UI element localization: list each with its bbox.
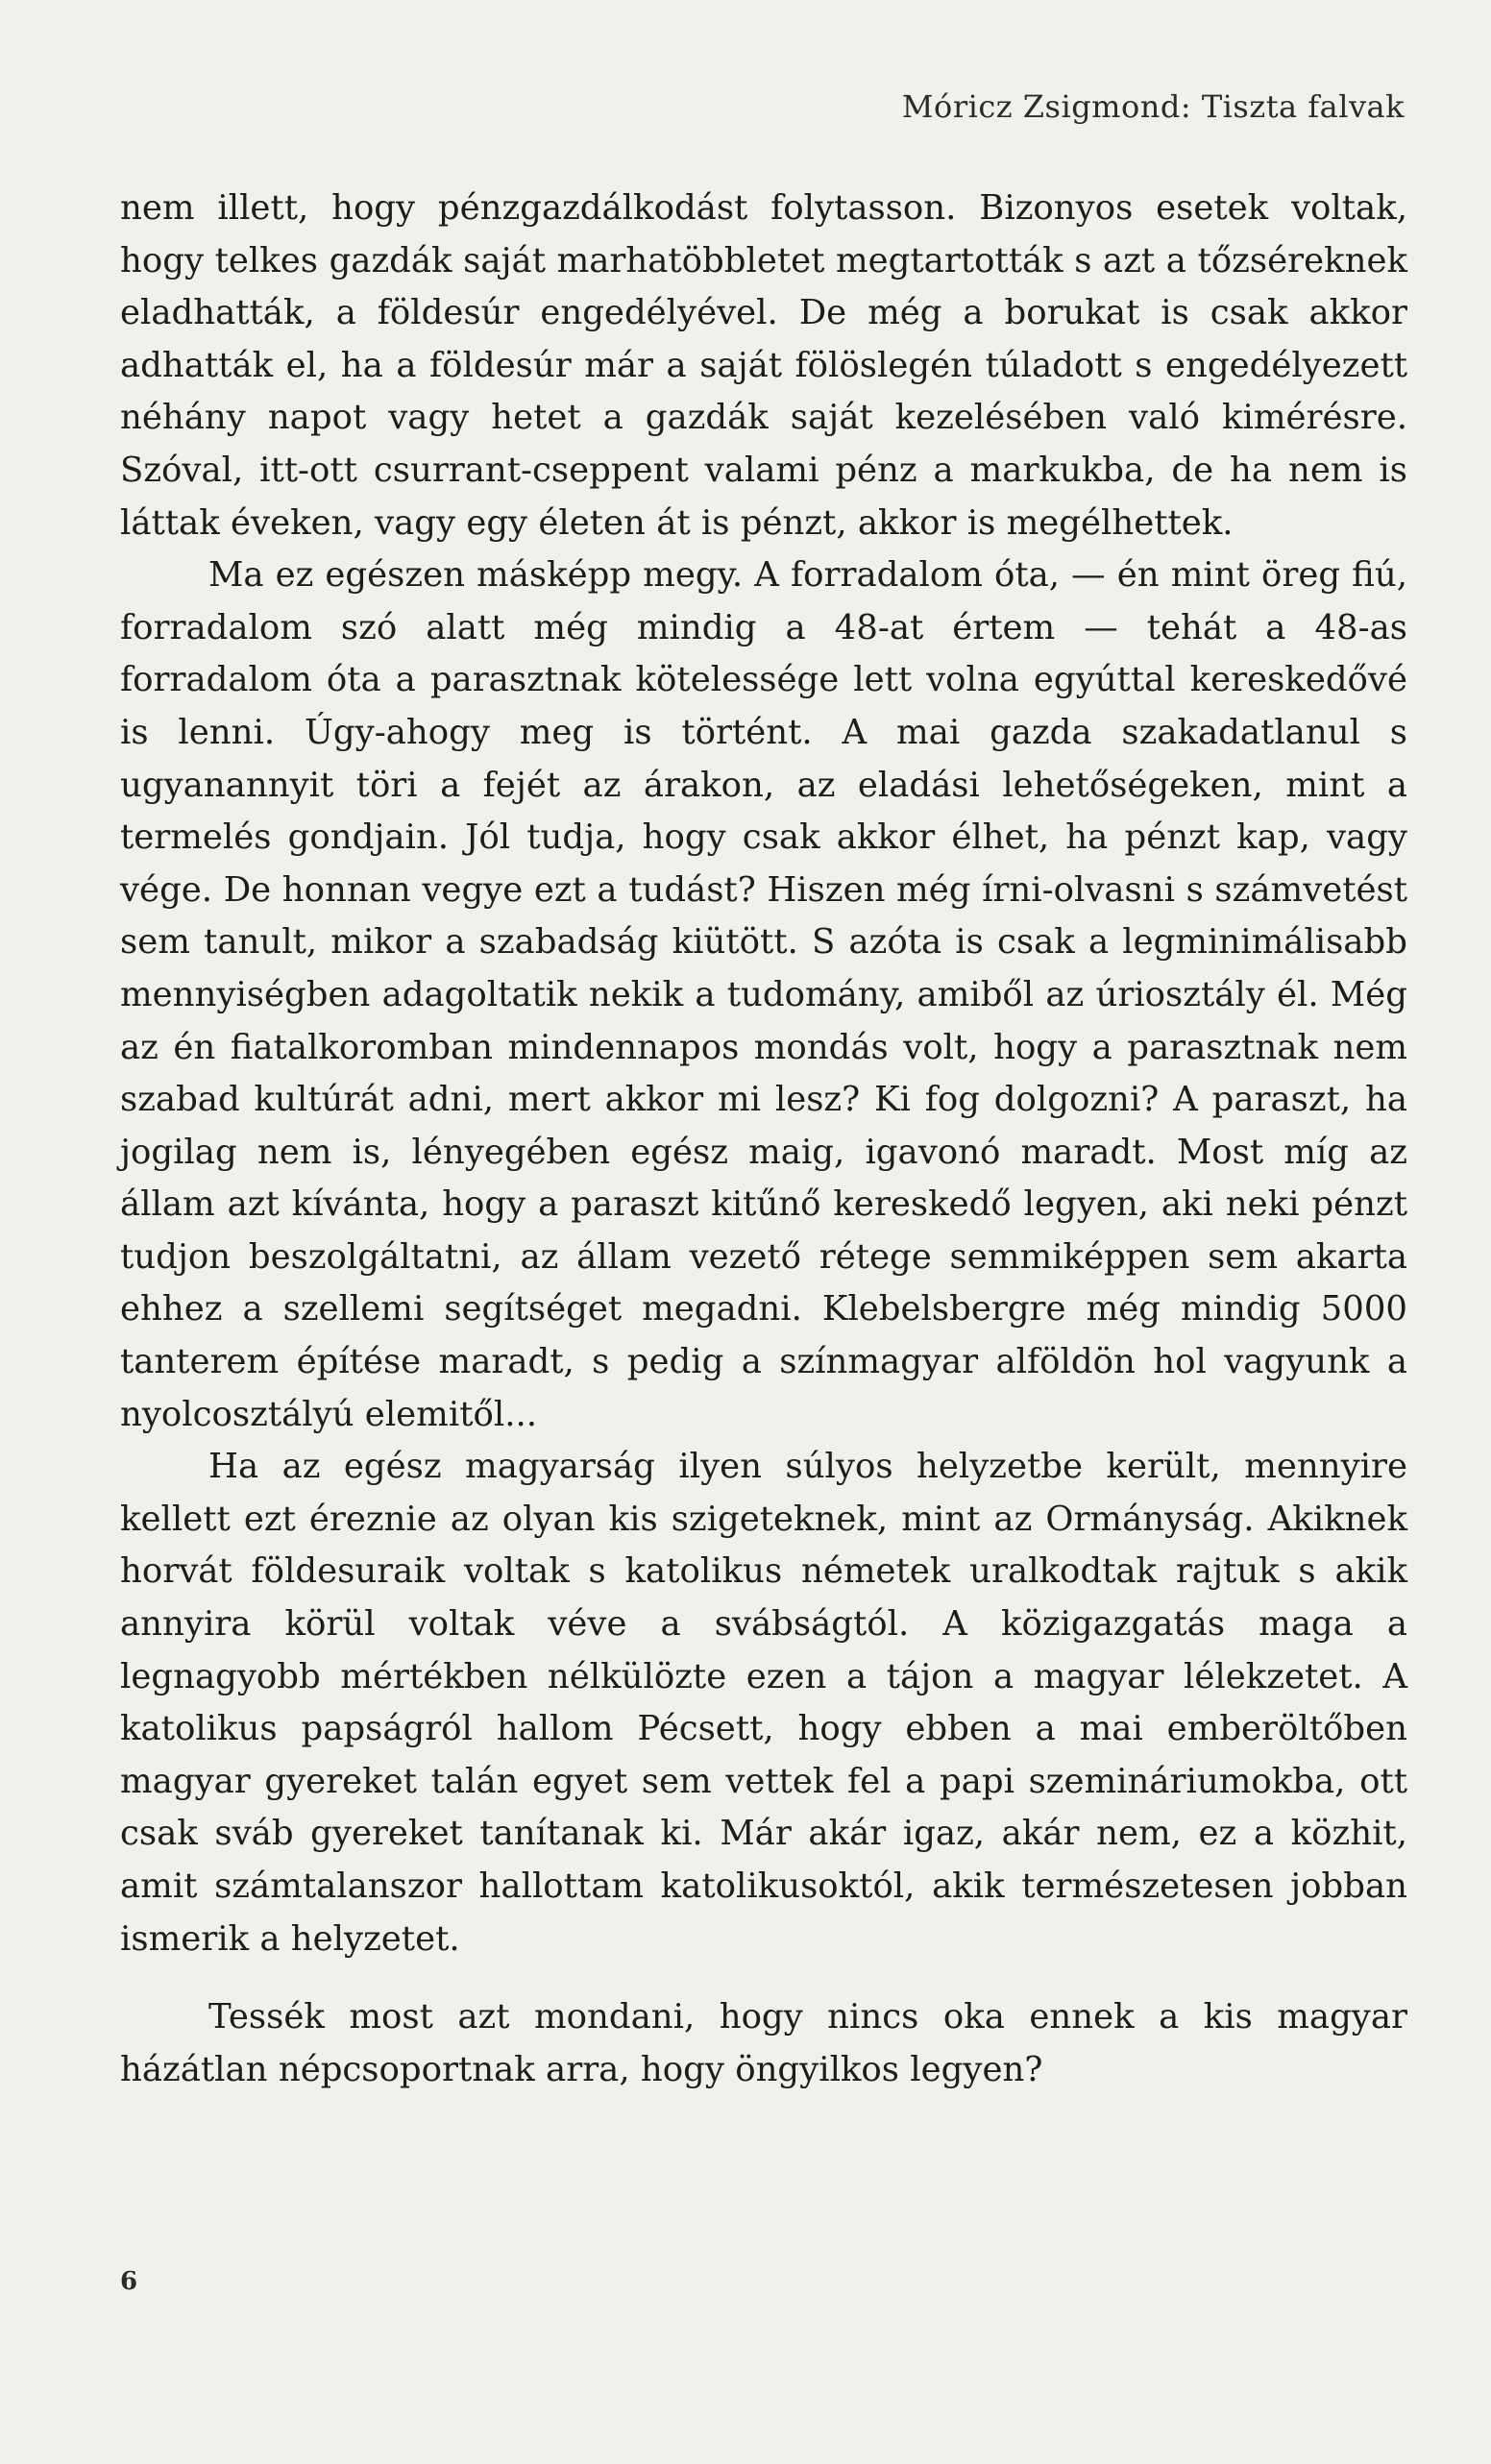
paragraph-closing-question: Tessék most azt mondani, hogy nincs oka ennek a kis magyar házátlan népcsoportnak arra, hogy öngyilkos legyen?: [120, 1997, 1407, 2089]
paragraph-ormanysag: Ha az egész magyarság ilyen súlyos helyzetbe került, mennyire kellett ezt éreznie az olyan kis szigeteknek, mint az Ormányság. Akiknek horvát földesuraik voltak s katolikus németek uralkodtak rajtuk s akik annyira körül voltak véve a svábságtól. A közigazgatás maga a legnagyobb mértékben nélkülözte ezen a tájon a magyar lélekzetet. A katolikus papságról hallom Pécsett, hogy ebben a mai emberöltőben magyar gyereket talán egyet sem vettek fel a papi szemináriumokba, ott csak sváb gyereket tanítanak ki. Már akár igaz, akár nem, ez a közhit, amit számtalanszor hallottam katolikusoktól, akik természetesen jobban ismerik a helyzetet.: [120, 1447, 1407, 1959]
paragraph-forradalom: Ma ez egészen másképp megy. A forradalom óta, — én mint öreg fiú, forradalom szó alatt még mindig a 48-at értem — tehát a 48-as forradalom óta a parasztnak kötelessége lett volna egyúttal kereskedővé is lenni. Úgy-ahogy meg is történt. A mai gazda szakadatlanul s ugyanannyit töri a fejét az árakon, az eladási lehetőségeken, mint a termelés gondjain. Jól tudja, hogy csak akkor élhet, ha pénzt kap, vagy vége. De honnan vegye ezt a tudást? Hiszen még írni-olvasni s számvetést sem tanult, mikor a szabadság kiütött. S azóta is csak a legminimálisabb mennyiségben adagoltatik nekik a tudomány, amiből az úriosztály él. Még az én fiatalkoromban mindennapos mondás volt, hogy a parasztnak nem szabad kultúrát adni, mert akkor mi lesz? Ki fog dolgozni? A paraszt, ha jogilag nem is, lényegében egész maig, igavonó maradt. Most míg az állam azt kívánta, hogy a paraszt kitűnő kereskedő legyen, aki neki pénzt tudjon beszolgáltatni, az állam vezető rétege semmiképpen sem akarta ehhez a szellemi segítséget megadni. Klebelsbergre még mindig 5000 tanterem építése maradt, s pedig a színmagyar alföldön hol vagyunk a nyolcosztályú elemitől...: [120, 555, 1407, 1434]
page-number: 6: [120, 2267, 138, 2296]
paragraph-continuation: nem illett, hogy pénzgazdálkodást folytasson. Bizonyos esetek voltak, hogy telkes gazdák saját marhatöbbletet megtartották s azt a tőzséreknek eladhatták, a földesúr engedélyével. De még a borukat is csak akkor adhatták el, ha a földesúr már a saját fölöslegén túladott s engedélyezett néhány napot vagy hetet a gazdák saját kezelésében való kimérésre. Szóval, itt-ott csurrant-cseppent valami pénz a markukba, de ha nem is láttak éveken, vagy egy életen át is pénzt, akkor is megélhettek.: [120, 188, 1407, 543]
body-text: [120, 183, 1407, 2096]
running-head: Móricz Zsigmond: Tiszta falvak: [901, 88, 1405, 125]
